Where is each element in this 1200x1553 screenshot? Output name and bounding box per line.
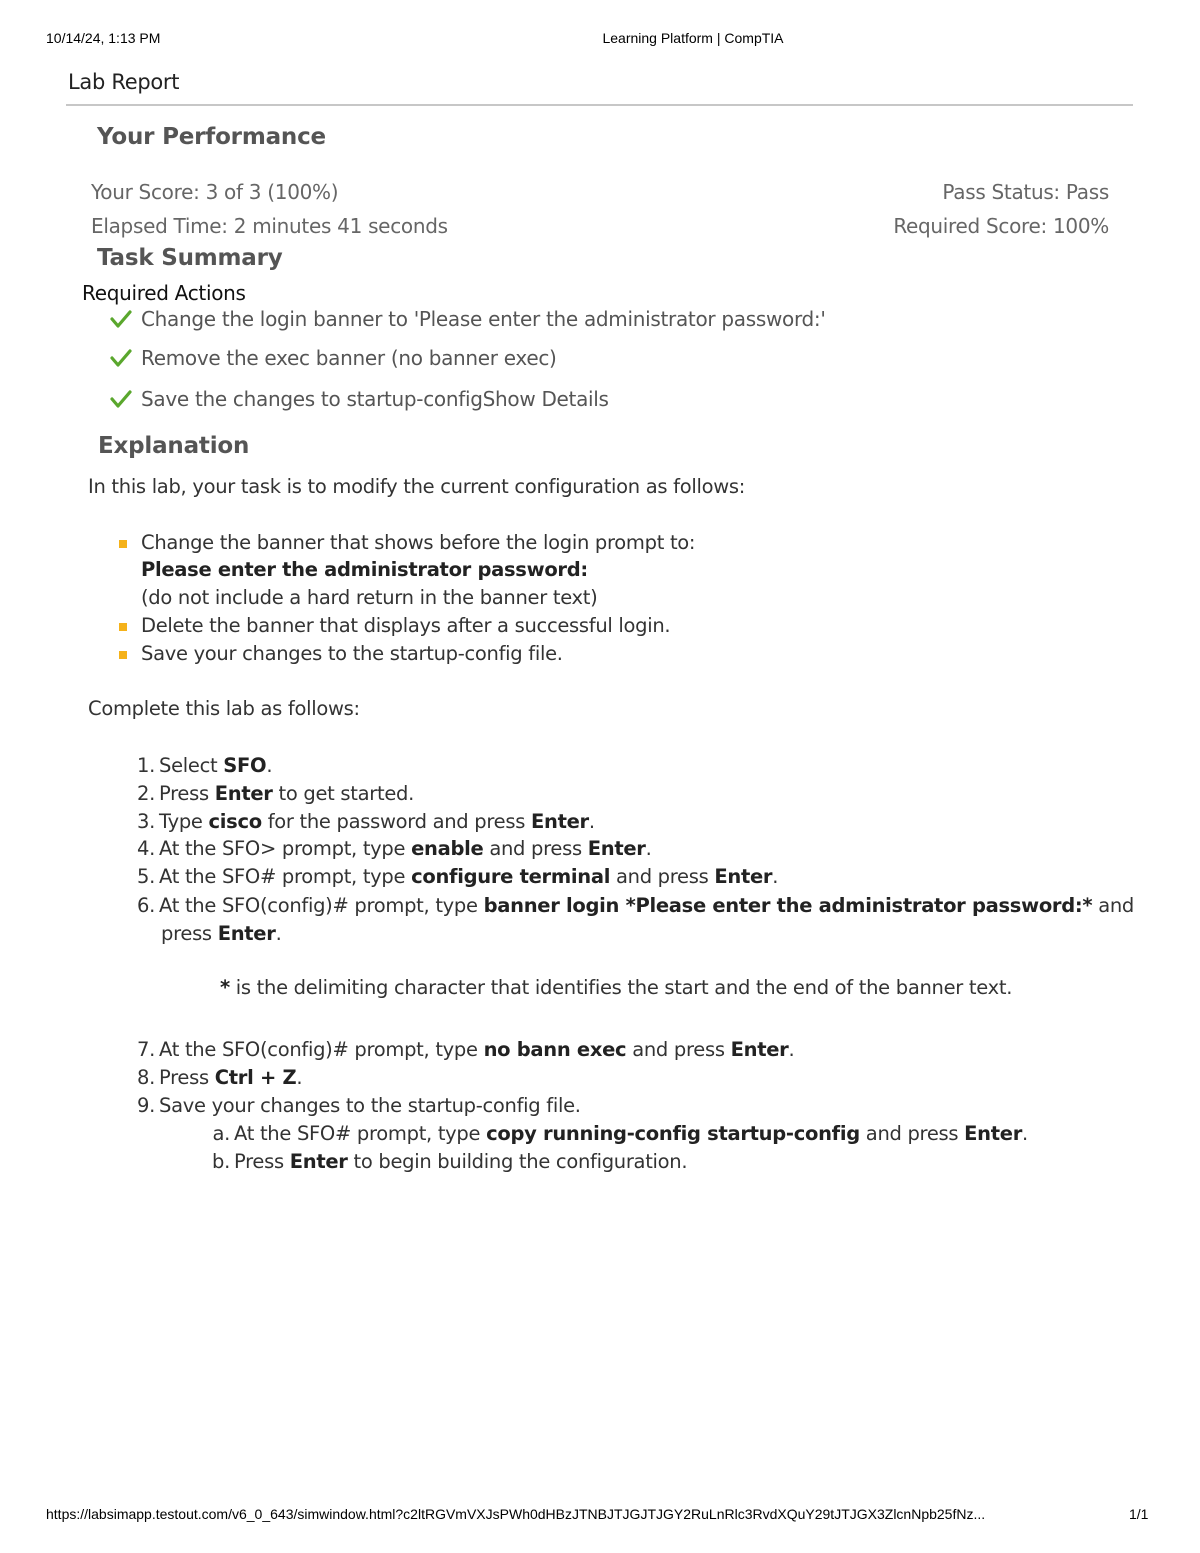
elapsed-time-text: Elapsed Time: 2 minutes 41 seconds bbox=[91, 214, 448, 238]
action-item bbox=[110, 346, 557, 370]
print-footer bbox=[0, 1506, 1200, 1526]
bullet-marker bbox=[119, 623, 127, 631]
step-item: 5. At the SFO# prompt, type configure terminal and press Enter. bbox=[136, 865, 779, 888]
print-header bbox=[0, 30, 1200, 50]
substep-item: a. At the SFO# prompt, type copy running-config startup-config and press Enter. bbox=[212, 1122, 1028, 1145]
step-item: 7. At the SFO(config)# prompt, type no bann exec and press Enter. bbox=[136, 1038, 795, 1061]
checkmark-icon bbox=[110, 347, 132, 369]
step-item: 2. Press Enter to get started. bbox=[136, 782, 414, 805]
title-divider bbox=[66, 104, 1133, 106]
steps-intro: Complete this lab as follows: bbox=[88, 697, 360, 720]
print-url[interactable]: https://labsimapp.testout.com/v6_0_643/simwindow.html?c2ltRGVmVXJsPWh0dHBzJTNBJTJGJTJGY2RuLnRlc3RvdXQuY29tJTJGX3ZlcnNpb25fNz... bbox=[46, 1506, 986, 1522]
bullet-marker bbox=[119, 540, 127, 548]
required-score-text: Required Score: 100% bbox=[893, 214, 1109, 238]
pass-status-text: Pass Status: Pass bbox=[942, 180, 1109, 204]
step-item: 4. At the SFO> prompt, type enable and press Enter. bbox=[136, 837, 652, 860]
print-page-title: Learning Platform | CompTIA bbox=[602, 30, 784, 46]
bullet-item: Save your changes to the startup-config file. bbox=[141, 642, 563, 665]
bullet-item-bold: Please enter the administrator password: bbox=[141, 558, 588, 581]
page-title: Lab Report bbox=[68, 70, 180, 94]
action-item bbox=[110, 307, 826, 331]
required-actions-label: Required Actions bbox=[82, 281, 246, 305]
explanation-intro: In this lab, your task is to modify the current configuration as follows: bbox=[88, 475, 745, 498]
performance-heading: Your Performance bbox=[97, 124, 326, 150]
checkmark-icon bbox=[110, 308, 132, 330]
print-datetime: 10/14/24, 1:13 PM bbox=[46, 30, 161, 46]
step-item: 6. At the SFO(config)# prompt, type banner login *Please enter the administrator password:* and bbox=[136, 894, 1134, 917]
print-page-number: 1/1 bbox=[1129, 1506, 1149, 1522]
step-item: 1. Select SFO. bbox=[136, 754, 273, 777]
step-item-continued: press Enter. bbox=[161, 922, 282, 945]
checkmark-icon bbox=[110, 388, 132, 410]
step-item: 8. Press Ctrl + Z. bbox=[136, 1066, 303, 1089]
bullet-item: Change the banner that shows before the login prompt to: bbox=[141, 531, 696, 554]
explanation-heading: Explanation bbox=[98, 433, 250, 459]
delimiter-note: * is the delimiting character that identifies the start and the end of the banner text. bbox=[220, 976, 1013, 999]
score-text: Your Score: 3 of 3 (100%) bbox=[91, 180, 339, 204]
substep-item: b. Press Enter to begin building the configuration. bbox=[212, 1150, 688, 1173]
action-label: Change the login banner to 'Please enter the administrator password:' bbox=[141, 307, 826, 331]
action-item bbox=[110, 387, 609, 411]
bullet-item-note: (do not include a hard return in the banner text) bbox=[141, 586, 598, 609]
step-item: 9. Save your changes to the startup-config file. bbox=[136, 1094, 581, 1117]
bullet-item: Delete the banner that displays after a successful login. bbox=[141, 614, 671, 637]
action-label: Remove the exec banner (no banner exec) bbox=[141, 346, 557, 370]
bullet-marker bbox=[119, 651, 127, 659]
action-label[interactable]: Save the changes to startup-configShow Details bbox=[141, 387, 609, 411]
task-summary-heading: Task Summary bbox=[97, 245, 283, 271]
step-item: 3. Type cisco for the password and press Enter. bbox=[136, 810, 595, 833]
